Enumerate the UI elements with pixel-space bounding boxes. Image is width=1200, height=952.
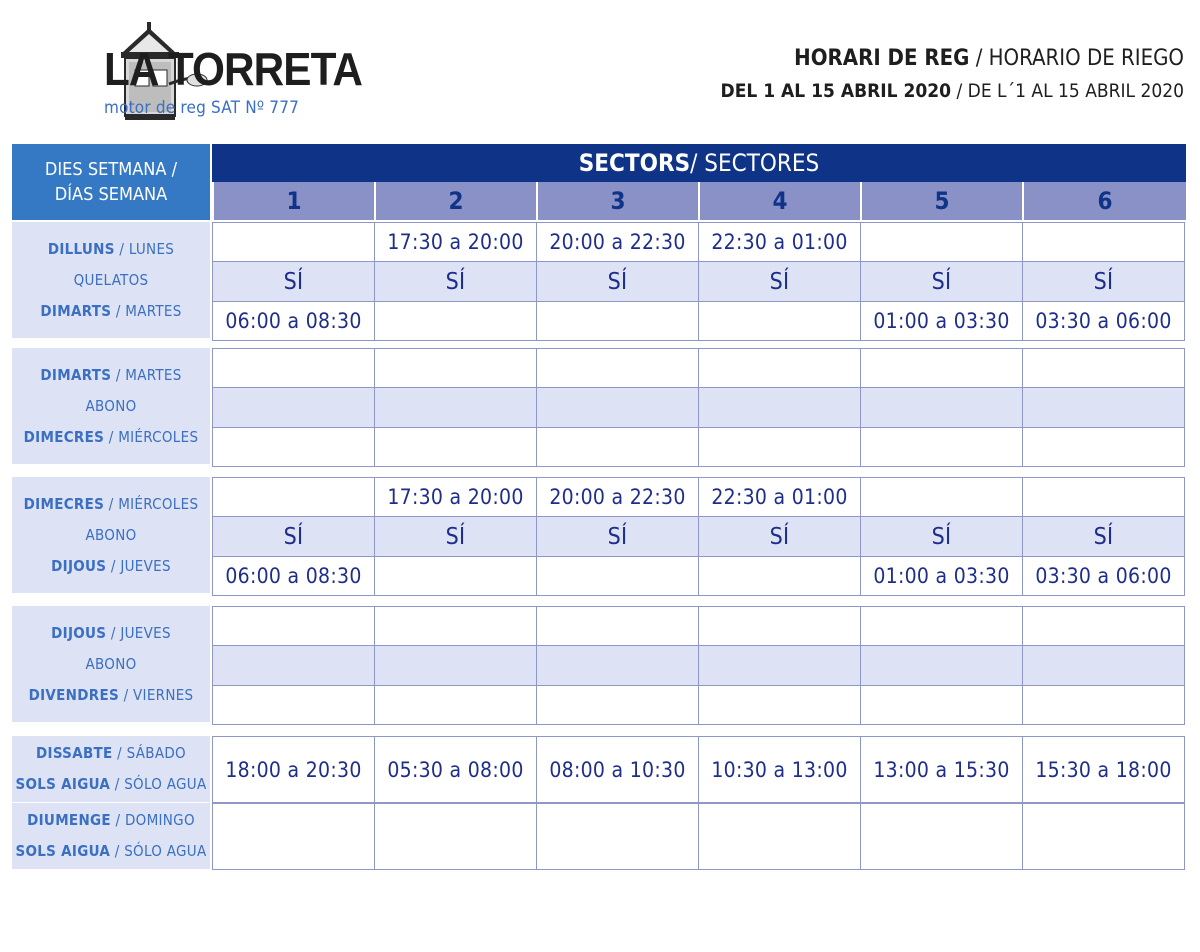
sector-number-4: 4 [698,182,860,220]
schedule-cell: 01:00 a 03:30 [860,556,1023,596]
schedule-cell: SÍ [212,261,375,302]
day-label [12,557,210,575]
empty-cell [698,606,861,646]
day-label-catalan: DIMARTS [40,366,112,384]
dates-catalan: DEL 1 AL 15 ABRIL 2020 [720,80,952,102]
sectors-header-catalan: SECTORS [578,149,691,177]
empty-cell [1022,222,1185,262]
day-label-block [12,348,210,464]
day-label-spanish: ABONO [85,655,137,673]
day-label [12,811,210,829]
schedule-cell: SÍ [860,261,1023,302]
day-label-block [12,736,210,802]
schedule-cell: SÍ [212,516,375,557]
schedule-cell: 03:30 a 06:00 [1022,556,1185,596]
schedule-cell: 03:30 a 06:00 [1022,301,1185,341]
day-label [12,744,210,762]
empty-cell [698,427,861,467]
day-label-spanish: / SÁBADO [112,744,186,762]
day-label-catalan: DIMARTS [40,302,112,320]
schedule-cell: SÍ [698,516,861,557]
day-label [12,775,210,793]
sectors-header-spanish: / SECTORES [690,149,820,177]
day-label [12,495,210,513]
day-label [12,240,210,258]
day-label-catalan: SOLS AIGUA [15,775,111,793]
day-label-spanish: / JUEVES [106,557,171,575]
schedule-cell: SÍ [374,261,537,302]
day-label-spanish: / JUEVES [106,624,171,642]
day-label [12,842,210,860]
brand-subtitle: motor de reg SAT Nº 777 [104,98,300,118]
day-label-catalan: DISSABTE [36,744,113,762]
empty-cell [212,348,375,388]
days-header-spanish: DÍAS SEMANA [54,184,168,205]
schedule-cell: SÍ [1022,516,1185,557]
day-label-catalan: DIJOUS [51,624,107,642]
empty-cell [212,477,375,517]
day-label-catalan: DIMECRES [23,495,105,513]
empty-cell [212,222,375,262]
day-label [12,366,210,384]
empty-cell [212,606,375,646]
schedule-cell: 18:00 a 20:30 [212,736,375,803]
empty-cell [212,645,375,686]
day-label-spanish: / MIÉRCOLES [104,428,199,446]
empty-cell [1022,427,1185,467]
schedule-cell: 20:00 a 22:30 [536,477,699,517]
empty-cell [536,556,699,596]
empty-cell [698,803,861,870]
empty-cell [860,803,1023,870]
day-label-block [12,222,210,338]
empty-cell [374,606,537,646]
empty-cell [860,685,1023,725]
empty-cell [1022,387,1185,428]
empty-cell [860,222,1023,262]
day-label-spanish: / MARTES [111,366,182,384]
day-label-spanish: / MIÉRCOLES [104,495,199,513]
empty-cell [1022,477,1185,517]
schedule-dates [721,80,1185,102]
empty-cell [212,803,375,870]
day-label-spanish: / DOMINGO [110,811,195,829]
schedule-cell: 15:30 a 18:00 [1022,736,1185,803]
day-label-block [12,477,210,593]
schedule-cell: 17:30 a 20:00 [374,222,537,262]
title-catalan: HORARI DE REG [794,46,970,71]
day-label-spanish: ABONO [85,526,137,544]
day-label-spanish: ABONO [85,397,137,415]
empty-cell [374,645,537,686]
day-label-block [12,606,210,722]
schedule-cell: SÍ [536,261,699,302]
empty-cell [860,348,1023,388]
day-label [12,686,210,704]
sector-number-6: 6 [1022,182,1186,220]
schedule-cell: 20:00 a 22:30 [536,222,699,262]
empty-cell [1022,685,1185,725]
title-spanish: / HORARIO DE RIEGO [969,46,1184,71]
empty-cell [698,645,861,686]
schedule-cell: 05:30 a 08:00 [374,736,537,803]
empty-cell [860,387,1023,428]
day-label [12,302,210,320]
schedule-cell: 08:00 a 10:30 [536,736,699,803]
empty-cell [536,803,699,870]
brand-name: LA TORRETA [104,43,363,95]
day-label-spanish: / SÓLO AGUA [110,775,207,793]
schedule-cell: 10:30 a 13:00 [698,736,861,803]
sectors-header [212,144,1186,182]
empty-cell [374,685,537,725]
day-label-spanish: / SÓLO AGUA [110,842,207,860]
day-label-catalan: DIJOUS [51,557,107,575]
schedule-cell: SÍ [374,516,537,557]
empty-cell [1022,348,1185,388]
schedule-cell: 06:00 a 08:30 [212,556,375,596]
schedule-cell: SÍ [1022,261,1185,302]
day-label-catalan: DIUMENGE [27,811,111,829]
empty-cell [1022,645,1185,686]
empty-cell [698,556,861,596]
day-label-spanish: / VIERNES [119,686,194,704]
schedule-cell: SÍ [698,261,861,302]
empty-cell [374,427,537,467]
empty-cell [536,685,699,725]
schedule-cell: 22:30 a 01:00 [698,222,861,262]
day-label [12,428,210,446]
days-header-catalan: DIES SETMANA / [44,159,178,180]
day-label-block [12,803,210,869]
day-label [12,271,210,289]
schedule-cell: SÍ [536,516,699,557]
empty-cell [374,387,537,428]
sector-number-2: 2 [374,182,536,220]
empty-cell [212,427,375,467]
day-label-catalan: SOLS AIGUA [15,842,111,860]
empty-cell [860,427,1023,467]
empty-cell [212,387,375,428]
day-label-spanish: / MARTES [111,302,182,320]
sector-number-1: 1 [212,182,374,220]
empty-cell [212,685,375,725]
empty-cell [698,348,861,388]
schedule-cell: 17:30 a 20:00 [374,477,537,517]
empty-cell [536,427,699,467]
empty-cell [536,387,699,428]
dates-spanish: / DE L´1 AL 15 ABRIL 2020 [951,80,1184,102]
empty-cell [536,301,699,341]
day-label [12,624,210,642]
empty-cell [1022,606,1185,646]
day-label-catalan: DIVENDRES [28,686,119,704]
schedule-cell: 13:00 a 15:30 [860,736,1023,803]
day-label [12,655,210,673]
sector-number-3: 3 [536,182,698,220]
day-label-spanish: QUELATOS [73,271,149,289]
day-label [12,397,210,415]
empty-cell [536,645,699,686]
empty-cell [860,606,1023,646]
schedule-title [794,46,1184,71]
day-label [12,526,210,544]
empty-cell [698,387,861,428]
empty-cell [374,556,537,596]
empty-cell [698,301,861,341]
day-label-catalan: DILLUNS [47,240,115,258]
empty-cell [374,301,537,341]
empty-cell [536,348,699,388]
schedule-cell: 06:00 a 08:30 [212,301,375,341]
empty-cell [698,685,861,725]
empty-cell [860,477,1023,517]
empty-cell [536,606,699,646]
sector-number-5: 5 [860,182,1022,220]
schedule-cell: 01:00 a 03:30 [860,301,1023,341]
empty-cell [374,803,537,870]
schedule-cell: SÍ [860,516,1023,557]
empty-cell [860,645,1023,686]
schedule-cell: 22:30 a 01:00 [698,477,861,517]
days-header [12,144,210,220]
day-label-catalan: DIMECRES [23,428,105,446]
empty-cell [1022,803,1185,870]
empty-cell [374,348,537,388]
day-label-spanish: / LUNES [114,240,175,258]
